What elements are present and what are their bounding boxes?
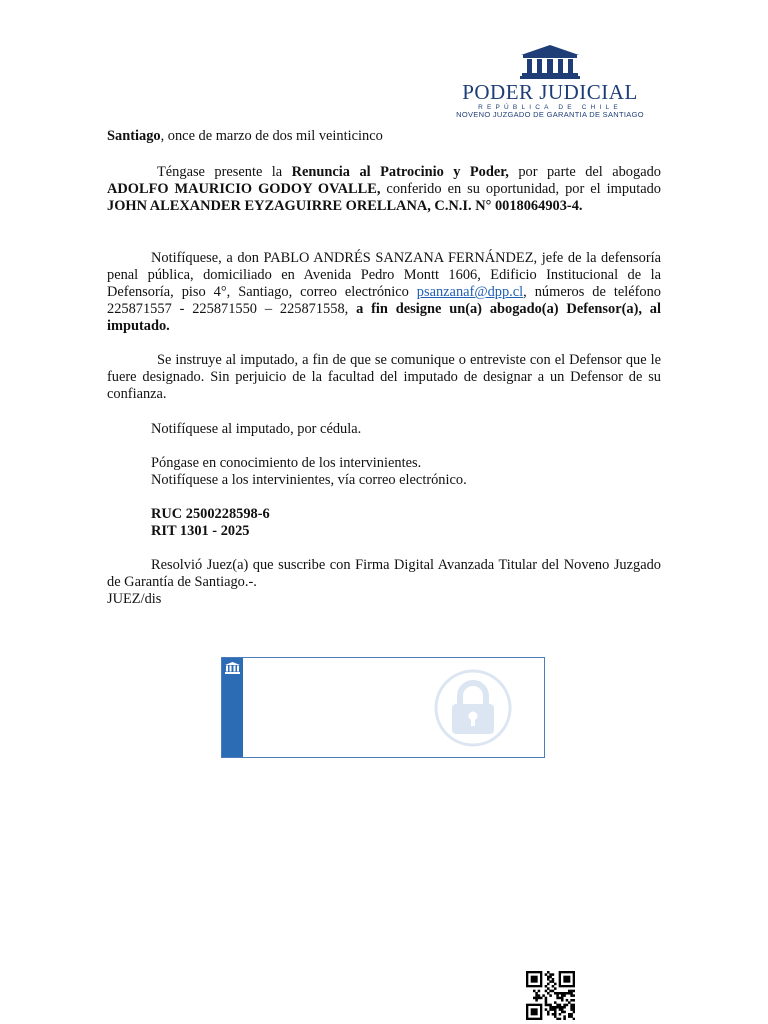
p2-text-a: Notifíquese, a don PABLO ANDRÉS SANZANA FERNÁNDEZ, jefe de la defensoría penal pública, domiciliado en Avenida Pedro Montt 1606, Edificio Institucional de la Defensoría, piso 4°, Santiago, correo electrónico <box>107 250 661 300</box>
p2-text-b: , números de teléfono 225871557 - 225871550 – 225871558, <box>107 284 661 317</box>
paragraph-notificacion-imputado: Notifíquese al imputado, por cédula. <box>151 421 362 437</box>
courthouse-icon <box>519 44 581 80</box>
date-city: Santiago <box>107 128 161 144</box>
p2-bold-c: a fin designe un(a) abogado(a) Defensor(a), al imputado. <box>107 301 661 334</box>
paragraph-intervinientes-1: Póngase en conocimiento de los intervinientes. <box>151 455 422 471</box>
digital-signature-box <box>221 657 545 758</box>
logo-title: PODER JUDICIAL <box>462 80 638 104</box>
p1-text-c: por parte del abogado <box>508 164 661 180</box>
logo-subtitle: REPÚBLICA DE CHILE <box>478 104 622 111</box>
paragraph-instruccion: Se instruye al imputado, a fin de que se comunique o entreviste con el Defensor que le fuere designado. Sin perjuicio de la facultad del imputado de designar a un Defensor de su confianza. <box>107 352 661 402</box>
poder-judicial-logo <box>455 44 645 122</box>
lock-icon <box>433 668 513 748</box>
court-name: NOVENO JUZGADO DE GARANTIA DE SANTIAGO <box>456 110 644 119</box>
p1-text-a: Téngase presente la <box>157 164 292 180</box>
lawyer-name: ADOLFO MAURICIO GODOY OVALLE, <box>107 181 381 197</box>
ruc-text: RUC 2500228598-6 <box>151 506 270 522</box>
paragraph-resolucion: Resolvió Juez(a) que suscribe con Firma Digital Avanzada Titular del Noveno Juzgado de Garantía de Santiago.-. <box>107 557 661 590</box>
paragraph-intervinientes-2: Notifíquese a los intervinientes, vía correo electrónico. <box>151 472 467 488</box>
email-link[interactable]: psanzanaf@dpp.cl <box>416 284 524 300</box>
date-line <box>107 128 661 145</box>
signature-sidebar <box>222 658 243 757</box>
paragraph-notificacion-defensoria <box>107 250 661 335</box>
rit-number <box>107 523 661 540</box>
rit-text: RIT 1301 - 2025 <box>151 523 250 539</box>
p1-bold-b: Renuncia al Patrocinio y Poder, <box>291 164 509 180</box>
ruc-number <box>107 506 661 523</box>
courthouse-icon <box>225 662 240 674</box>
date-text: , once de marzo de dos mil veinticinco <box>160 128 383 144</box>
qr-code-icon <box>526 971 575 1020</box>
accused-name: JOHN ALEXANDER EYZAGUIRRE ORELLANA, C.N.I. N° 0018064903-4. <box>107 198 583 214</box>
paragraph-renuncia <box>107 164 661 215</box>
p1-text-e: conferido en su oportunidad, por el imputado <box>380 181 661 197</box>
signer-initials: JUEZ/dis <box>107 591 162 607</box>
